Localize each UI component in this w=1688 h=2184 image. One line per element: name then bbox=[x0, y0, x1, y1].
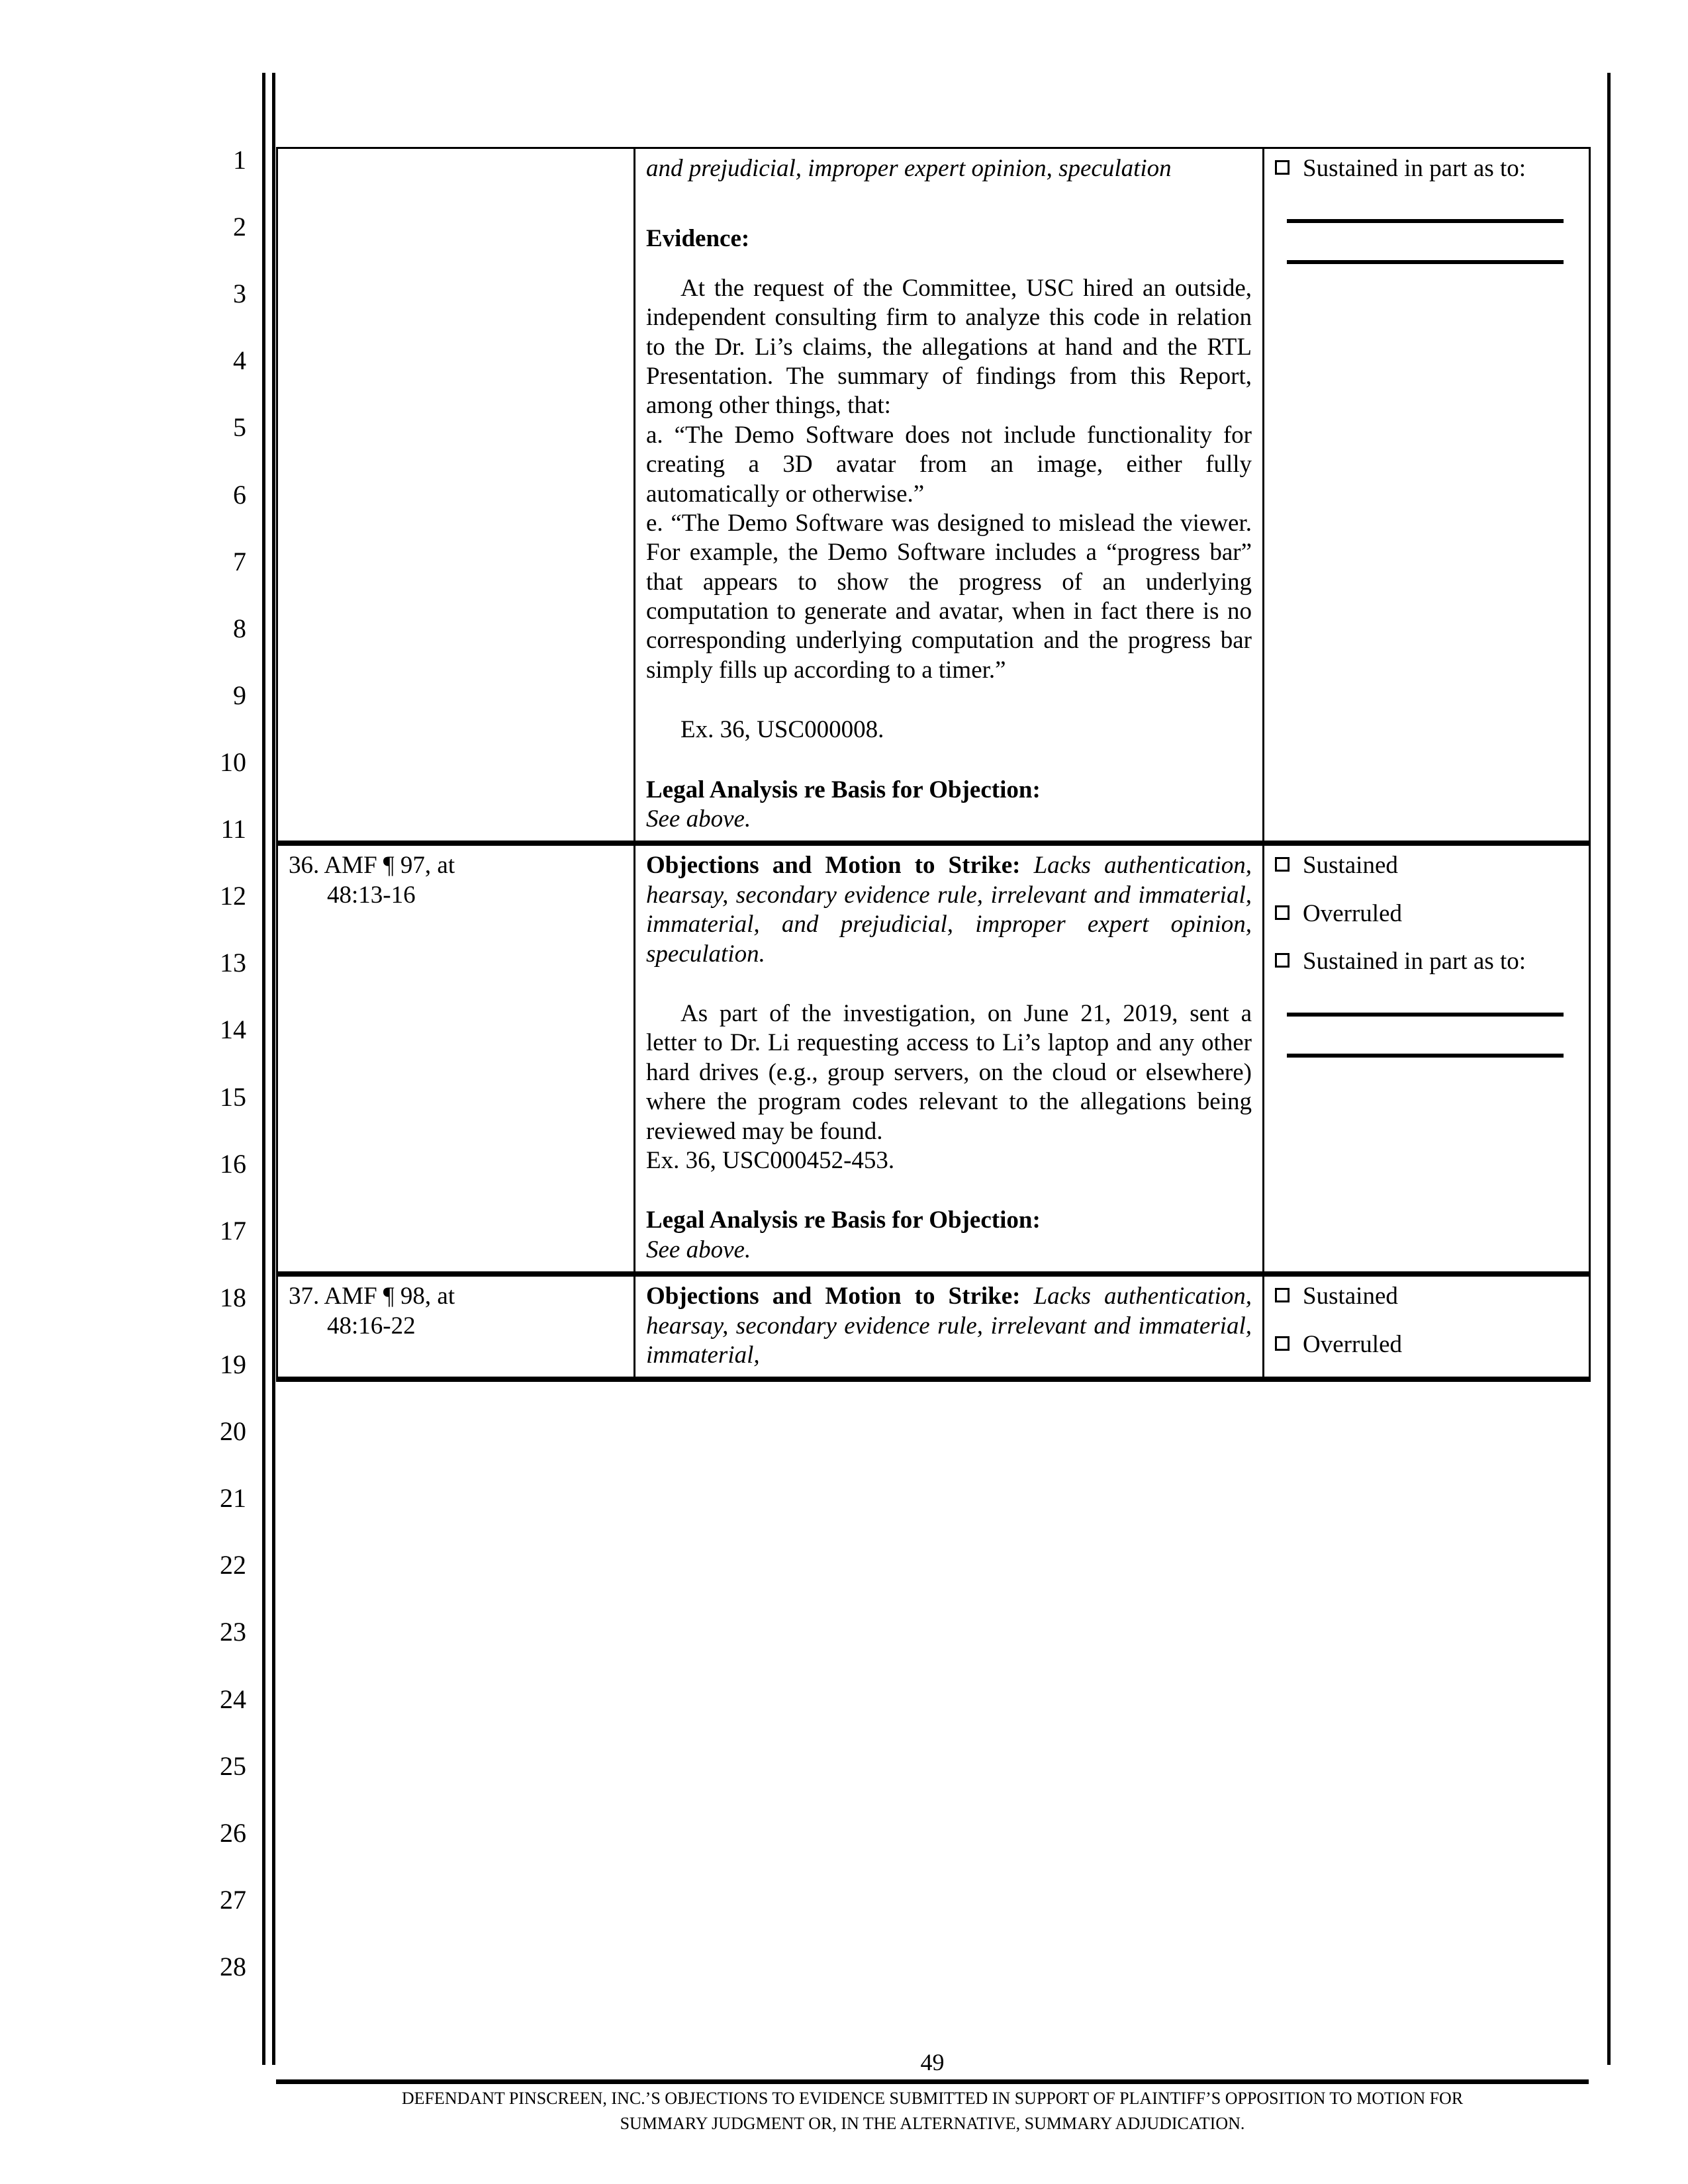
line-number: 17 bbox=[220, 1215, 246, 1246]
ruling-option-label: Overruled bbox=[1303, 899, 1402, 927]
line-number: 20 bbox=[220, 1416, 246, 1447]
checkbox-icon[interactable] bbox=[1275, 1288, 1289, 1302]
reference-cell bbox=[277, 1274, 635, 1379]
ruling-option-overruled[interactable] bbox=[1275, 1330, 1578, 1359]
ruling-option-label: Sustained bbox=[1303, 1283, 1398, 1310]
ruling-option-overruled[interactable] bbox=[1275, 899, 1578, 929]
line-number: 16 bbox=[220, 1148, 246, 1179]
line-number: 2 bbox=[233, 212, 246, 242]
ruling-blank-line[interactable] bbox=[1287, 260, 1564, 264]
reference-cell bbox=[277, 843, 635, 1274]
ruling-option-label: Sustained in part as to: bbox=[1303, 948, 1526, 976]
ruling-option-sustained-in-part[interactable] bbox=[1275, 947, 1578, 976]
line-number: 9 bbox=[233, 680, 246, 710]
objection-grounds-text: Lacks authentication, hearsay, secondary evidence rule, irrelevant and immaterial, immaterial, and prejudicial, improper expert opinion, speculation. bbox=[646, 852, 1252, 968]
ruling-blank-line[interactable] bbox=[1287, 1054, 1564, 1058]
legal-analysis-heading: Legal Analysis re Basis for Objection: bbox=[646, 1206, 1041, 1234]
table-row bbox=[277, 148, 1590, 844]
line-number: 14 bbox=[220, 1015, 246, 1045]
line-number: 4 bbox=[233, 345, 246, 376]
ruling-option-sustained[interactable] bbox=[1275, 851, 1578, 880]
spacer bbox=[646, 254, 1252, 274]
ruling-cell bbox=[1264, 1274, 1590, 1379]
objections-table bbox=[276, 147, 1591, 1382]
table-row bbox=[277, 1274, 1590, 1379]
line-number: 5 bbox=[233, 412, 246, 443]
spacer bbox=[646, 685, 1252, 715]
checkbox-icon[interactable] bbox=[1275, 905, 1289, 920]
line-number: 27 bbox=[220, 1884, 246, 1915]
checkbox-icon[interactable] bbox=[1275, 857, 1289, 872]
checkbox-icon[interactable] bbox=[1275, 160, 1289, 175]
ruling-blank-line[interactable] bbox=[1287, 219, 1564, 223]
ruling-option-label: Sustained bbox=[1303, 852, 1398, 880]
checkbox-icon[interactable] bbox=[1275, 1336, 1289, 1351]
line-number: 19 bbox=[220, 1349, 246, 1379]
evidence-paragraph: At the request of the Committee, USC hired an outside, independent consulting firm to analyze this code in relation to the Dr. Li’s claims, the allegations at hand and the RTL Presentation. The summary of findings from this Report, among other things, that: bbox=[646, 274, 1252, 420]
objection-heading: Objections and Motion to Strike: bbox=[646, 1283, 1021, 1310]
reference-line-2: 48:13-16 bbox=[327, 881, 416, 909]
footer-divider-rule bbox=[276, 2079, 1589, 2084]
objection-statement bbox=[646, 851, 1252, 969]
objection-body-cell bbox=[635, 148, 1264, 844]
ruling-option-sustained-in-part[interactable] bbox=[1275, 154, 1578, 183]
page-number: 49 bbox=[920, 2049, 945, 2075]
line-number: 22 bbox=[220, 1550, 246, 1580]
legal-analysis-text: See above. bbox=[646, 1236, 751, 1263]
line-number: 13 bbox=[220, 948, 246, 978]
line-number: 26 bbox=[220, 1817, 246, 1848]
spacer bbox=[646, 969, 1252, 999]
ruling-option-label: Overruled bbox=[1303, 1330, 1402, 1358]
ruling-cell bbox=[1264, 148, 1590, 844]
ruling-option-label: Sustained in part as to: bbox=[1303, 155, 1526, 182]
footer-caption-line-1: DEFENDANT PINSCREEN, INC.’S OBJECTIONS TO EVIDENCE SUBMITTED IN SUPPORT OF PLAINTIFF’S OPPOSITION TO MOTION FOR bbox=[401, 2089, 1464, 2108]
line-number: 12 bbox=[220, 881, 246, 911]
legal-analysis-heading: Legal Analysis re Basis for Objection: bbox=[646, 776, 1041, 803]
objection-grounds-continuation: and prejudicial, improper expert opinion, speculation bbox=[646, 155, 1172, 182]
objection-body-cell bbox=[635, 843, 1264, 1274]
footer-caption-line-2: SUMMARY JUDGMENT OR, IN THE ALTERNATIVE, SUMMARY ADJUDICATION. bbox=[620, 2113, 1245, 2133]
legal-analysis-text: See above. bbox=[646, 805, 751, 833]
line-number: 28 bbox=[220, 1951, 246, 1981]
checkbox-icon[interactable] bbox=[1275, 953, 1289, 968]
left-margin-rule-inner bbox=[272, 73, 275, 2065]
line-number: 25 bbox=[220, 1751, 246, 1781]
evidence-paragraph: As part of the investigation, on June 21, 2019, sent a letter to Dr. Li requesting access to Li’s laptop and any other hard drives (e.g., group servers, on the cloud or elsewhere) where the program codes relevant to the allegations being reviewed may be found. bbox=[646, 999, 1252, 1145]
line-number: 24 bbox=[220, 1684, 246, 1714]
table-row bbox=[277, 843, 1590, 1274]
ruling-cell bbox=[1264, 843, 1590, 1274]
objection-body-cell bbox=[635, 1274, 1264, 1379]
footer-caption bbox=[276, 2086, 1589, 2136]
line-number: 23 bbox=[220, 1617, 246, 1647]
line-number: 8 bbox=[233, 613, 246, 643]
ruling-blank-line[interactable] bbox=[1287, 1013, 1564, 1017]
reference-line-1: 36. AMF ¶ 97, at bbox=[289, 852, 455, 880]
line-number: 15 bbox=[220, 1081, 246, 1112]
spacer bbox=[646, 745, 1252, 776]
line-number: 21 bbox=[220, 1483, 246, 1514]
evidence-citation: Ex. 36, USC000008. bbox=[680, 716, 884, 744]
line-number: 10 bbox=[220, 747, 246, 777]
finding-e: e. “The Demo Software was designed to mislead the viewer. For example, the Demo Software includes a “progress bar” that appears to show the progress of an underlying computation to generate and avatar, when in fact there is no corresponding underlying computation and the progress bar simply fills up according to a timer.” bbox=[646, 509, 1252, 684]
spacer bbox=[646, 1175, 1252, 1206]
reference-cell bbox=[277, 148, 635, 844]
line-number: 11 bbox=[220, 814, 246, 844]
line-number: 3 bbox=[233, 279, 246, 309]
left-margin-rule-outer bbox=[262, 73, 265, 2065]
finding-a: a. “The Demo Software does not include functionality for creating a 3D avatar from an image, either fully automatically or otherwise.” bbox=[646, 421, 1252, 508]
line-number: 6 bbox=[233, 479, 246, 510]
spacer bbox=[646, 183, 1252, 224]
line-number-column bbox=[179, 147, 252, 1980]
line-number: 1 bbox=[233, 145, 246, 175]
objection-grounds-text: Lacks authentication, hearsay, secondary evidence rule, irrelevant and immaterial, immaterial, bbox=[646, 1283, 1252, 1369]
objection-heading: Objections and Motion to Strike: bbox=[646, 852, 1021, 880]
evidence-citation: Ex. 36, USC000452-453. bbox=[646, 1146, 895, 1174]
line-number: 7 bbox=[233, 546, 246, 576]
reference-line-2: 48:16-22 bbox=[327, 1312, 416, 1340]
right-margin-rule bbox=[1607, 73, 1611, 2065]
objection-statement bbox=[646, 1282, 1252, 1370]
reference-line-1: 37. AMF ¶ 98, at bbox=[289, 1283, 455, 1310]
ruling-option-sustained[interactable] bbox=[1275, 1282, 1578, 1311]
line-number: 18 bbox=[220, 1282, 246, 1312]
evidence-heading: Evidence: bbox=[646, 225, 750, 253]
